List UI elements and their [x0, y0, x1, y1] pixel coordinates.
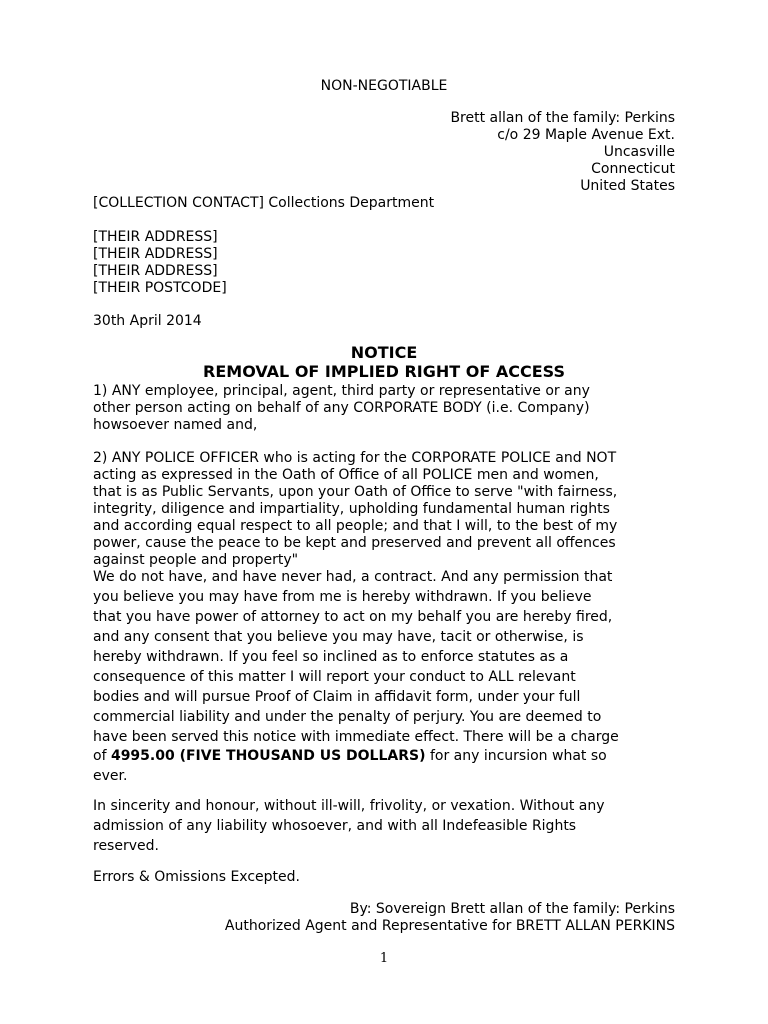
recipient-address-line: [THEIR POSTCODE] — [93, 280, 227, 296]
paragraph-3-line: commercial liability and under the penalty of perjury. You are deemed to — [93, 709, 602, 725]
paragraph-2-line: acting as expressed in the Oath of Office of all POLICE men and women, — [93, 467, 599, 483]
recipient-address-line: [THEIR ADDRESS] — [93, 263, 218, 279]
paragraph-2-line: 2) ANY POLICE OFFICER who is acting for the CORPORATE POLICE and NOT — [93, 450, 617, 466]
document-title: NON-NEGOTIABLE — [320, 78, 448, 94]
paragraph-3-line: ever. — [93, 768, 128, 784]
paragraph-3-line: consequence of this matter I will report your conduct to ALL relevant — [93, 669, 576, 685]
recipient-address-line: [THEIR ADDRESS] — [93, 246, 218, 262]
paragraph-1-line: 1) ANY employee, principal, agent, third party or representative or any — [93, 383, 590, 399]
paragraph-4-line: In sincerity and honour, without ill-will, frivolity, or vexation. Without any — [93, 798, 605, 814]
paragraph-3-line: you believe you may have from me is hereby withdrawn. If you believe — [93, 589, 592, 605]
signature-line-1: By: Sovereign Brett allan of the family: Perkins — [349, 901, 675, 917]
sender-address-line: Brett allan of the family: Perkins — [450, 110, 675, 126]
document-date: 30th April 2014 — [93, 313, 202, 329]
paragraph-4-line: reserved. — [93, 838, 159, 854]
notice-heading: NOTICE — [350, 343, 418, 362]
charge-prefix: of — [93, 748, 111, 764]
paragraph-2-line: integrity, diligence and impartiality, upholding fundamental human rights — [93, 501, 610, 517]
paragraph-1-line: howsoever named and, — [93, 417, 258, 433]
paragraph-3-line: hereby withdrawn. If you feel so inclined as to enforce statutes as a — [93, 649, 569, 665]
charge-suffix: for any incursion what so — [425, 748, 607, 764]
paragraph-2-line: power, cause the peace to be kept and preserved and prevent all offences — [93, 535, 616, 551]
paragraph-3-line: bodies and will pursue Proof of Claim in affidavit form, under your full — [93, 689, 581, 705]
paragraph-2-line: and according equal respect to all people; and that I will, to the best of my — [93, 518, 618, 534]
sender-address-line: United States — [580, 178, 675, 194]
recipient-address-line: [THEIR ADDRESS] — [93, 229, 218, 245]
paragraph-3-line: that you have power of attorney to act on my behalf you are hereby fired, — [93, 609, 613, 625]
sender-address-line: Uncasville — [603, 144, 675, 160]
errors-omissions: Errors & Omissions Excepted. — [93, 869, 300, 885]
notice-subheading: REMOVAL OF IMPLIED RIGHT OF ACCESS — [203, 362, 565, 381]
paragraph-3-line: We do not have, and have never had, a contract. And any permission that — [93, 569, 613, 585]
charge-amount: 4995.00 (FIVE THOUSAND US DOLLARS) — [110, 748, 426, 764]
sender-address-line: c/o 29 Maple Avenue Ext. — [497, 127, 675, 143]
signature-line-2: Authorized Agent and Representative for BRETT ALLAN PERKINS — [224, 918, 675, 934]
paragraph-3-line: have been served this notice with immediate effect. There will be a charge — [93, 729, 619, 745]
paragraph-1-line: other person acting on behalf of any CORPORATE BODY (i.e. Company) — [93, 400, 590, 416]
paragraph-4-line: admission of any liability whosoever, and with all Indefeasible Rights — [93, 818, 577, 834]
recipient-name: [COLLECTION CONTACT] Collections Department — [93, 195, 435, 211]
charge-line — [93, 748, 607, 765]
sender-address-line: Connecticut — [591, 161, 675, 177]
paragraph-2-line: that is as Public Servants, upon your Oath of Office to serve "with fairness, — [93, 484, 618, 500]
page-number: 1 — [379, 951, 389, 966]
paragraph-3-line: and any consent that you believe you may have, tacit or otherwise, is — [93, 629, 584, 645]
paragraph-2-line: against people and property" — [93, 552, 299, 568]
